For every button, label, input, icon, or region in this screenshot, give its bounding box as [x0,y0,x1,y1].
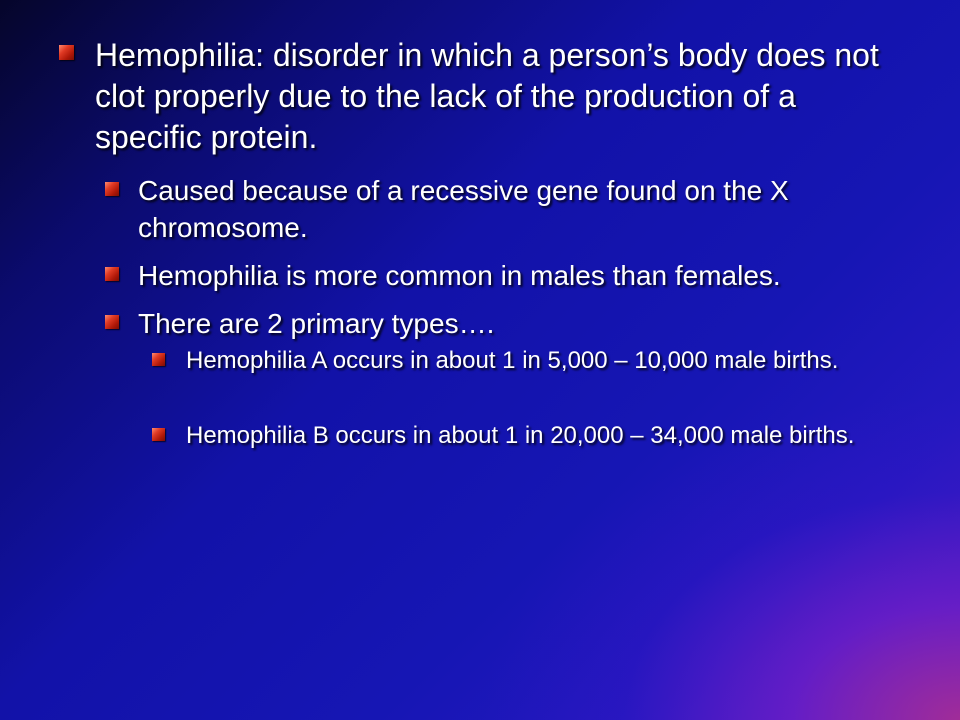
sub-bullet-primary-types [138,305,898,342]
sub-bullet-recessive-gene [138,172,898,246]
red-square-bullet-icon [105,267,119,281]
sub-bullet-more-common-males [138,257,898,294]
red-square-bullet-icon [105,315,119,329]
bullet-text: Hemophilia A occurs in about 1 in 5,000 – 10,000 male births. [186,347,839,374]
bullet-text: Hemophilia B occurs in about 1 in 20,000 – 34,000 male births. [186,422,855,449]
bullet-text: Caused because of a recessive gene found on the X chromosome. [138,175,789,243]
bullet-text: Hemophilia is more common in males than females. [138,260,781,291]
main-bullet-hemophilia-definition [95,35,895,158]
sub-sub-bullet-hemophilia-a [186,345,886,376]
red-square-bullet-icon [59,45,74,60]
red-square-bullet-icon [152,428,165,441]
red-square-bullet-icon [105,182,119,196]
red-square-bullet-icon [152,353,165,366]
sub-sub-bullet-hemophilia-b [186,420,886,451]
bullet-text: Hemophilia: disorder in which a person’s body does not clot properly due to the lack of the production of a specific protein. [95,37,879,155]
bullet-text: There are 2 primary types…. [138,308,495,339]
